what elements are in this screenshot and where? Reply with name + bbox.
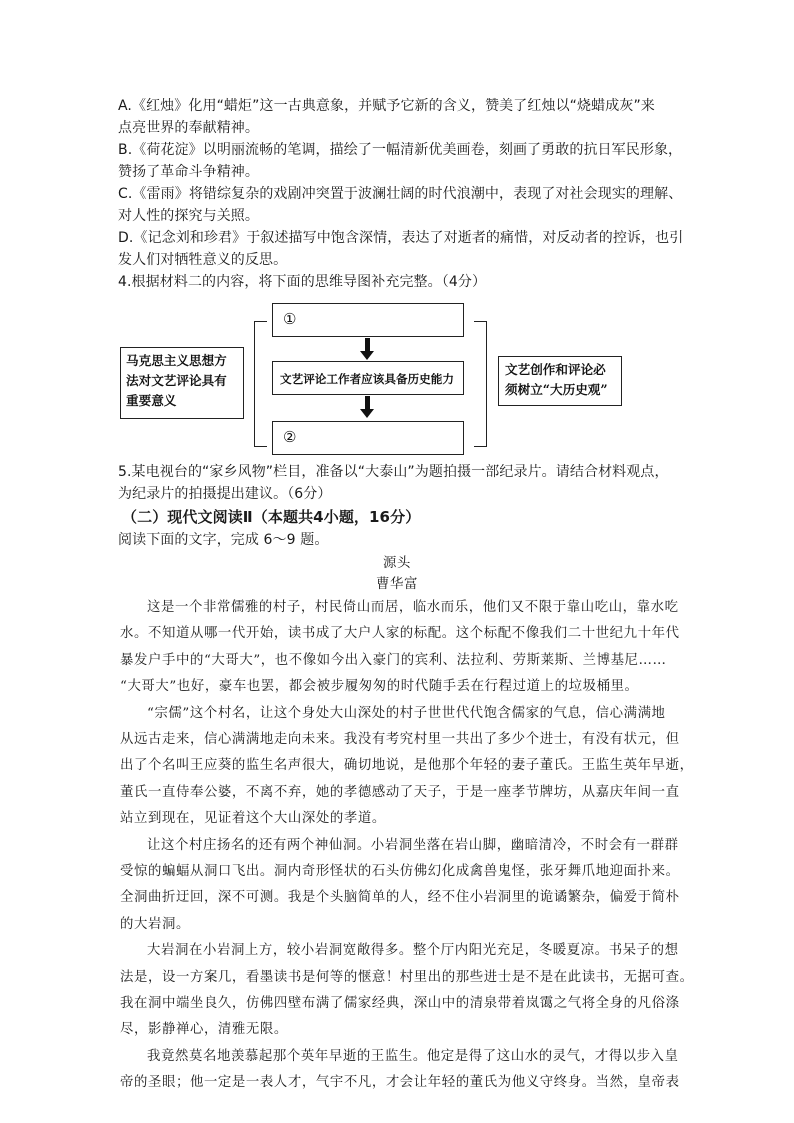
mindmap-left-box	[120, 347, 244, 419]
paragraph-2-line-4: 董氏一直侍奉公婆，不离不弃，她的孝德感动了天子，于是一座孝节牌坊，从嘉庆年间一直	[120, 785, 680, 800]
paragraph-3-line-2: 受惊的蝙蝠从洞口飞出。洞内奇形怪状的石头仿佛幻化成禽兽鬼怪，张牙舞爪地迎面扑来。	[120, 864, 680, 879]
question-4: 4.根据材料二的内容，将下面的思维导图补充完整。（4分）	[118, 274, 487, 290]
paragraph-5-line-1: 我竟然莫名地羡慕起那个英年早逝的王监生。他定是得了这山水的灵气，才得以步入皇	[147, 1049, 679, 1064]
paragraph-1-line-4: “大哥大”也好，豪车也罢，都会被步履匆匆的时代随手丢在行程过道上的垃圾桶里。	[120, 679, 639, 694]
paragraph-1-line-2: 水。不知道从哪一代开始，读书成了大户人家的标配。这个标配不像我们二十世纪九十年代	[120, 626, 680, 641]
option-a-line-2: 点亮世界的奉献精神。	[118, 120, 259, 136]
answer-slot-1-label: ①	[283, 310, 297, 328]
paragraph-4-line-3: 我在洞中端坐良久，仿佛四壁布满了儒家经典，深山中的清泉带着岚霭之气将全身的凡俗涤	[120, 996, 680, 1011]
article-title: 源头	[383, 556, 411, 571]
paragraph-4-line-1: 大岩洞在小岩洞上方，较小岩洞宽敞得多。整个厅内阳光充足，冬暖夏凉。书呆子的想	[147, 943, 679, 958]
question-5-line-1: 5.某电视台的“家乡风物”栏目，准备以“大泰山”为题拍摄一部纪录片。请结合材料观点，	[118, 464, 669, 480]
option-c-line-2: 对人性的探究与关照。	[118, 208, 259, 224]
mindmap-left-line-1: 马克思主义思想方	[126, 353, 227, 368]
mindmap-middle-box	[272, 361, 464, 395]
arrow-down-1-icon	[360, 351, 374, 360]
answer-slot-2-label: ②	[283, 428, 297, 446]
mindmap-right-line-1: 文艺创作和评论必	[505, 362, 606, 377]
option-d-line-2: 发人们对牺牲意义的反思。	[118, 252, 288, 268]
instruction: 阅读下面的文字，完成 6～9 题。	[118, 532, 329, 548]
section-title: （二）现代文阅读Ⅱ（本题共4小题，16分）	[122, 508, 421, 526]
mindmap-left-line-3: 重要意义	[126, 393, 177, 408]
paragraph-3-line-4: 的大岩洞。	[120, 917, 190, 932]
option-b-line-1: B.《荷花淀》以明丽流畅的笔调，描绘了一幅清新优美画卷，刻画了勇敢的抗日军民形象，	[118, 142, 683, 158]
paragraph-2-line-1: “宗儒”这个村名，让这个身处大山深处的村子世世代代饱含儒家的气息，信心满满地	[147, 706, 666, 721]
option-b-line-2: 赞扬了革命斗争精神。	[118, 164, 259, 180]
mindmap-right-line-2: 须树立“大历史观”	[505, 382, 608, 397]
article-author: 曹华富	[376, 577, 418, 592]
mindmap-answer-box-1[interactable]	[272, 303, 464, 337]
mindmap-middle-text: 文艺评论工作者应该具备历史能力	[280, 372, 454, 386]
mindmap-right-box	[498, 356, 622, 406]
paragraph-1-line-3: 暴发户手中的“大哥大”，也不像如今出入豪门的宾利、法拉利、劳斯莱斯、兰博基尼……	[120, 653, 667, 668]
option-c-line-1: C.《雷雨》将错综复杂的戏剧冲突置于波澜壮阔的时代浪潮中，表现了对社会现实的理解、	[118, 186, 683, 202]
paragraph-2-line-2: 从远古走来，信心满满地走向未来。我没有考究村里一共出了多少个进士，有没有状元，但	[120, 732, 680, 747]
mindmap-left-bracket	[254, 321, 267, 447]
paragraph-2-line-3: 出了个名叫王应葵的监生名声很大，确切地说，是他那个年轻的妻子董氏。王监生英年早逝，	[120, 758, 694, 773]
paragraph-4-line-4: 尽，影静禅心，清雅无限。	[120, 1022, 288, 1037]
question-5-line-2: 为纪录片的拍摄提出建议。（6分）	[118, 486, 332, 502]
paragraph-4-line-2: 法是，设一方案几，看墨读书是何等的惬意！村里出的那些进士是不是在此读书，无据可查。	[120, 970, 694, 985]
arrow-down-1-shaft	[365, 338, 370, 351]
paragraph-5-line-2: 帝的圣眼；他一定是一表人才，气宇不凡，才会让年轻的董氏为他义守终身。当然，皇帝表	[120, 1075, 680, 1090]
paragraph-2-line-5: 站立到现在，见证着这个大山深处的孝道。	[120, 811, 386, 826]
arrow-down-2-shaft	[365, 396, 370, 409]
paragraph-1-line-1: 这是一个非常儒雅的村子，村民倚山而居，临水而乐，他们又不限于靠山吃山，靠水吃	[147, 600, 679, 615]
mindmap-right-bracket	[474, 321, 487, 447]
option-a-line-1: A.《红烛》化用“蜡炬”这一古典意象，并赋予它新的含义，赞美了红烛以“烧蜡成灰”来	[118, 98, 655, 114]
mindmap-answer-box-2[interactable]	[272, 421, 464, 455]
paragraph-3-line-1: 让这个村庄扬名的还有两个神仙洞。小岩洞坐落在岩山脚，幽暗清冷，不时会有一群群	[147, 838, 679, 853]
arrow-down-2-icon	[360, 409, 374, 418]
option-d-line-1: D.《记念刘和珍君》于叙述描写中饱含深情，表达了对逝者的痛惜，对反动者的控诉，也引	[118, 230, 684, 246]
paragraph-3-line-3: 全洞曲折迂回，深不可测。我是个头脑简单的人，经不住小岩洞里的诡谲繁杂，偏爱于简朴	[120, 890, 680, 905]
mindmap-left-line-2: 法对文艺评论具有	[126, 373, 227, 388]
